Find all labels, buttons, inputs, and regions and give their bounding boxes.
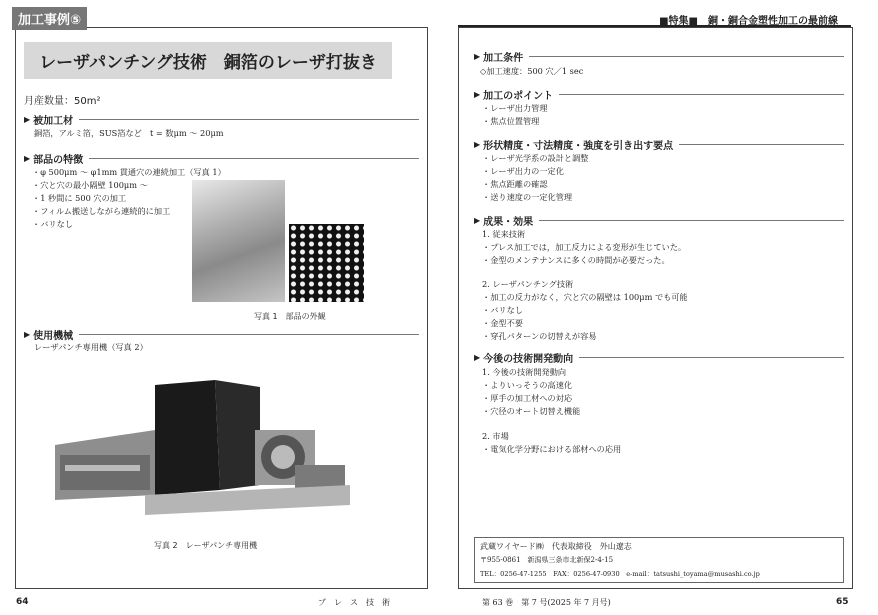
contact-phone-email: TEL：0256-47-1255 FAX：0256-47-0930 e-mail：tatsushi_toyama@musashi.co.jp — [480, 570, 760, 578]
photo-laser-punch-machine — [55, 375, 350, 523]
text-line: ・プレス加工では，加工反力による変形が生じていた。 — [482, 242, 687, 252]
section-heading-precision — [474, 137, 844, 152]
heading-rule — [539, 220, 844, 221]
text-line: 2. レーザパンチング技術 — [482, 279, 574, 289]
page-number-right: 65 — [836, 597, 849, 607]
heading-rule — [559, 94, 844, 95]
triangle-icon: ▶ — [474, 140, 481, 149]
contact-company: 武蔵ワイヤード㈱ 代表取締役 外山遼志 — [480, 542, 632, 551]
heading-rule — [79, 119, 419, 120]
section-heading-label: 被加工材 — [33, 116, 74, 127]
heading-rule — [579, 357, 844, 358]
feature-header: ■特集■ 銅・銅合金塑性加工の最前線 — [659, 16, 838, 27]
text-line: ・バリなし — [482, 305, 523, 315]
text-line: ◇加工速度：500 穴／1 sec — [480, 66, 584, 76]
section-heading-features — [24, 151, 419, 166]
text-line: ・送り速度の一定化管理 — [482, 192, 573, 202]
text-line: ・1 秒間に 500 穴の加工 — [32, 193, 127, 203]
text-line: ・加工の反力がなく，穴と穴の隔壁は 100μm でも可能 — [482, 292, 688, 302]
section-heading-material — [24, 112, 419, 127]
section-heading-label: 今後の技術開発動向 — [483, 354, 574, 365]
triangle-icon: ▶ — [474, 353, 481, 362]
text-line: ・金型不要 — [482, 318, 523, 328]
issue-info: 第 63 巻 第 7 号(2025 年 7 月号) — [482, 598, 611, 607]
section-heading-machine — [24, 327, 419, 342]
text-line: ・フィルム搬送しながら連続的に加工 — [32, 206, 171, 216]
text-line: ・穴と穴の最小隔壁 100μm ～ — [32, 180, 148, 190]
section-heading-label: 部品の特徴 — [33, 155, 84, 166]
section-heading-results — [474, 213, 844, 228]
text-line: ・穴径のオート切替え機能 — [482, 406, 581, 416]
triangle-icon: ▶ — [24, 154, 31, 163]
photo1-caption: 写真 1 部品の外観 — [254, 312, 326, 321]
text-line: ・焦点位置管理 — [482, 116, 540, 126]
photo-perforated-foil — [289, 224, 364, 302]
section-heading-label: 成果・効果 — [483, 217, 534, 228]
section-heading-label: 加工のポイント — [483, 91, 554, 102]
page-number-left: 64 — [16, 597, 29, 607]
monthly-volume: 月産数量：50m² — [24, 96, 101, 107]
triangle-icon: ▶ — [24, 115, 31, 124]
text-line: ・穿孔パターンの切替えが容易 — [482, 331, 597, 341]
text-line: ・厚手の加工材への対応 — [482, 393, 573, 403]
text-line: ・レーザ出力管理 — [482, 103, 548, 113]
text-line: 1. 今後の技術開発動向 — [482, 367, 567, 377]
section-heading-points — [474, 87, 844, 102]
text-line: 2. 市場 — [482, 431, 509, 441]
triangle-icon: ▶ — [24, 330, 31, 339]
text-line: ・焦点距離の確認 — [482, 179, 548, 189]
heading-rule — [89, 158, 419, 159]
text-line: ・電気化学分野における部材への応用 — [482, 444, 622, 454]
contact-address: 〒955-0861 新潟県三条市北新保2-4-15 — [480, 556, 614, 564]
text-line: ・よりいっそうの高速化 — [482, 380, 573, 390]
triangle-icon: ▶ — [474, 216, 481, 225]
text-line: レーザパンチ専用機（写真 2） — [34, 342, 148, 352]
text-line: ・レーザ光学系の設計と調整 — [482, 153, 589, 163]
text-line: ・バリなし — [32, 219, 73, 229]
section-tag: 加工事例⑤ — [12, 7, 87, 30]
heading-rule — [79, 334, 419, 335]
article-title: レーザパンチング技術 銅箔のレーザ打抜き — [24, 42, 392, 79]
text-line: ・φ 500μm ～ φ1mm 貫通穴の連続加工（写真 1） — [32, 167, 226, 177]
section-heading-label: 加工条件 — [483, 53, 524, 64]
heading-rule — [529, 56, 844, 57]
heading-rule — [679, 144, 844, 145]
journal-name: プ レ ス 技 術 — [318, 598, 390, 607]
photo2-caption: 写真 2 レーザパンチ専用機 — [154, 541, 258, 550]
text-line: ・レーザ出力の一定化 — [482, 166, 564, 176]
triangle-icon: ▶ — [474, 52, 481, 61]
text-line: 1. 従来技術 — [482, 229, 526, 239]
section-heading-future — [474, 350, 844, 365]
photo-foil-roll — [192, 180, 285, 302]
section-heading-label: 形状精度・寸法精度・強度を引き出す要点 — [483, 141, 674, 152]
section-heading-conditions — [474, 49, 844, 64]
text-line: 銅箔，アルミ箔，SUS箔など t = 数μm ～ 20μm — [34, 128, 224, 138]
text-line: ・金型のメンテナンスに多くの時間が必要だった。 — [482, 255, 670, 265]
section-heading-label: 使用機械 — [33, 331, 74, 342]
triangle-icon: ▶ — [474, 90, 481, 99]
header-rule — [458, 25, 851, 27]
